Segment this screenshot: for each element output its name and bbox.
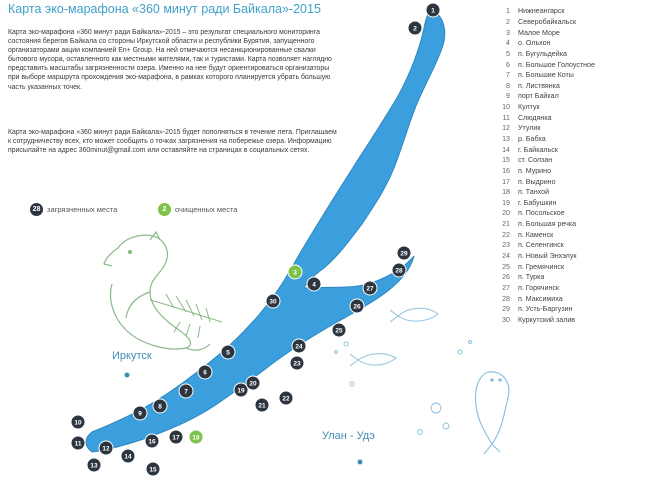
polluted-marker [292,339,306,353]
place-name: ст. Солзан [518,156,553,165]
ermine-illustration [104,232,210,350]
place-number: 27 [502,283,510,292]
place-name: Слюдянка [518,113,552,122]
legend-polluted-label: загрязненных места [47,205,118,214]
place-name: о. Ольхон [518,39,551,48]
place-name: п. Бугульдейка [518,49,567,58]
place-item [492,219,650,230]
place-name: п. Выдрино [518,177,556,186]
place-number: 30 [502,315,510,324]
place-number: 4 [506,39,510,48]
place-item [492,208,650,219]
place-name: Куркутский залив [518,315,576,324]
place-number: 8 [506,81,510,90]
polluted-marker [121,449,135,463]
place-number: 16 [502,166,510,175]
place-number: 26 [502,273,510,282]
polluted-marker [279,391,293,405]
place-item [492,272,650,283]
polluted-marker [99,441,113,455]
place-item [492,240,650,251]
polluted-marker [426,3,440,17]
marker-number: 21 [258,402,266,410]
place-item [492,17,650,28]
polluted-marker [133,406,147,420]
place-name: порт Байкал [518,92,559,101]
marker-number: 7 [184,388,188,396]
place-number: 22 [502,230,510,239]
place-item [492,49,650,60]
marker-number: 17 [172,434,180,442]
place-number: 7 [506,71,510,80]
place-name: г. Байкальск [518,145,558,154]
intro-paragraph-1: Карта эко-марафона «360 минут ради Байкала»-2015 – это результат специального мониторинга состояния берегов Байкала со стороны Иркутской области и республики Бурятия, запущенного организаторами акции компанией En+ Group. На ней отмечаются несанкционированные свалки бытового мусора, оставленного как местными жителями, так и туристами. Карта позволяет наглядно представить масштабы загрязненности озера. Именно на нее будут ориентироваться организаторы при выборе маршрута прохождения эко-марафона, в рамках которого планируется убрать большую часть указанных точек. [8,29,332,91]
place-name: п. Гремячинск [518,262,565,271]
legend-polluted-marker: 28 [30,203,43,216]
place-item [492,166,650,177]
place-item [492,315,650,326]
marker-number: 1 [431,7,435,15]
place-item [492,70,650,81]
marker-number: 28 [395,267,403,275]
place-item [492,27,650,38]
marker-number: 18 [192,434,200,442]
polluted-marker [198,365,212,379]
place-item [492,112,650,123]
place-number: 28 [502,294,510,303]
place-item [492,38,650,49]
polluted-marker [71,436,85,450]
cleaned-marker [189,430,203,444]
place-number: 11 [502,113,510,122]
place-number: 3 [506,28,510,37]
place-name: п. Новый Энхэлук [518,252,577,261]
marker-number: 15 [149,466,157,474]
place-name: п. Большое Голоустное [518,60,595,69]
place-name: Северобайкальск [518,17,577,26]
place-name: г. Бабушкин [518,198,557,207]
marker-number: 14 [124,453,132,461]
place-name: п. Селенгинск [518,241,564,250]
place-item [492,293,650,304]
marker-number: 4 [312,281,316,289]
place-name: р. Бабха [518,135,546,143]
polluted-marker [255,398,269,412]
place-item [492,59,650,70]
marker-number: 3 [293,269,297,277]
place-number: 29 [502,305,510,314]
fish-illustration [350,308,438,366]
place-item [492,102,650,113]
place-name: п. Большие Коты [518,71,574,80]
polluted-marker [153,399,167,413]
city-ulan-ude: Улан - Удэ [322,430,375,442]
polluted-marker [71,415,85,429]
marker-number: 16 [148,438,156,446]
place-number: 6 [506,60,510,69]
place-number: 10 [502,103,510,112]
legend-cleaned-label: очищенных места [175,205,238,214]
place-number: 14 [502,145,510,154]
place-item [492,123,650,134]
polluted-marker [363,281,377,295]
place-name: п. Горячинск [518,283,560,292]
place-number: 18 [502,188,510,197]
marker-number: 9 [138,410,142,418]
place-name: п. Максимиха [518,294,563,303]
place-number: 20 [502,209,510,218]
place-name: п. Посольское [518,209,565,218]
ulan-ude-city-dot [358,460,363,465]
place-name: п. Танхой [518,188,550,197]
place-item [492,261,650,272]
marker-number: 6 [203,369,207,377]
place-name: Култук [518,103,540,112]
place-name: Малое Море [518,28,560,37]
place-number: 15 [502,156,510,165]
seal-illustration [476,372,509,454]
marker-number: 8 [158,403,162,411]
polluted-marker [408,21,422,35]
lake-baikal [86,10,445,452]
marker-number: 19 [237,387,245,395]
place-name: п. Турка [518,273,545,282]
place-name: п. Каменск [518,230,554,239]
place-name: Утулик [518,124,541,133]
marker-number: 29 [400,250,408,258]
place-name: п. Листвянка [518,81,560,90]
marker-number: 27 [366,285,374,293]
polluted-marker [392,263,406,277]
polluted-marker [145,434,159,448]
place-item [492,144,650,155]
place-item [492,251,650,262]
polluted-marker [87,458,101,472]
marker-number: 2 [413,25,417,33]
pine-branch [150,294,222,338]
place-number: 2 [506,17,510,26]
polluted-marker [246,376,260,390]
marker-number: 30 [269,298,277,306]
places-list [492,6,650,325]
place-item [492,283,650,294]
place-item [492,80,650,91]
polluted-marker [169,430,183,444]
polluted-marker [350,299,364,313]
place-number: 1 [506,7,510,16]
marker-number: 11 [74,440,82,448]
place-name: п. Большая речка [518,220,577,229]
marker-number: 20 [249,380,257,388]
marker-number: 13 [90,462,98,470]
cleaned-marker [288,265,302,279]
place-item [492,229,650,240]
place-name: Нижнеангарск [518,7,565,16]
polluted-marker [397,246,411,260]
place-number: 12 [502,124,510,133]
place-item [492,6,650,17]
place-number: 21 [502,220,510,229]
place-number: 9 [506,92,510,101]
marker-number: 26 [353,303,361,311]
place-number: 5 [506,49,510,58]
marker-number: 5 [226,349,230,357]
polluted-marker [221,345,235,359]
place-number: 25 [502,262,510,271]
intro-paragraph-2: Карта эко-марафона «360 минут ради Байкала»-2015 будет пополняться в течение лета. Приглашаем к сотрудничеству всех, кто может сообщить о точках загрязнения на побережье озера. Информацию присылайте на адрес 360minut@gmail.com или оставляйте на страницах в социальных сетях. [8,129,337,155]
place-name: п. Усть-Баргузин [518,305,573,314]
legend-cleaned-marker: 2 [158,203,171,216]
marker-number: 23 [293,360,301,368]
marker-number: 22 [282,395,290,403]
place-number: 19 [502,198,510,207]
marker-number: 24 [295,343,303,351]
place-item [492,91,650,102]
place-item [492,176,650,187]
place-item [492,187,650,198]
place-number: 23 [502,241,510,250]
place-item [492,304,650,315]
place-item [492,134,650,145]
bubbles [335,341,472,435]
place-number: 17 [502,177,510,186]
polluted-marker [332,323,346,337]
map-title: Карта эко-марафона «360 минут ради Байкала»-2015 [8,2,321,16]
polluted-marker [290,356,304,370]
marker-number: 10 [74,419,82,427]
marker-number: 25 [335,327,343,335]
irkutsk-city-dot [125,373,130,378]
place-item [492,198,650,209]
place-number: 24 [502,252,510,261]
place-name: п. Мурино [518,166,552,175]
city-irkutsk: Иркутск [112,350,152,362]
polluted-marker [179,384,193,398]
place-item [492,155,650,166]
polluted-marker [266,294,280,308]
place-number: 13 [502,135,510,143]
polluted-marker [307,277,321,291]
marker-number: 12 [102,445,110,453]
polluted-marker [146,462,160,476]
